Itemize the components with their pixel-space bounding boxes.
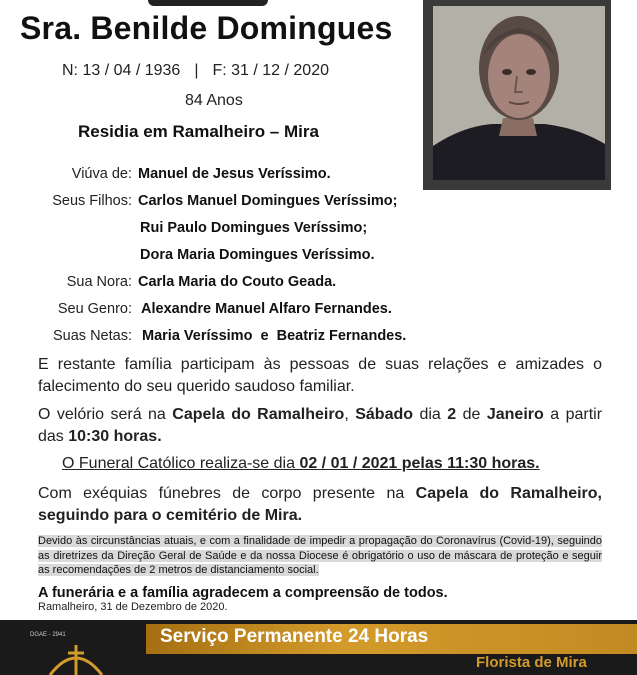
portrait-photo <box>433 6 605 180</box>
portrait-frame <box>423 0 611 190</box>
widow-name: Manuel de Jesus Veríssimo. <box>138 166 331 182</box>
wake-day: Sábado <box>355 406 414 423</box>
exequies-paragraph <box>38 483 602 527</box>
daughter-in-law-label: Sua Nora: <box>66 274 132 290</box>
granddaughters-label: Suas Netas: <box>53 328 132 344</box>
covid-notice <box>38 534 602 578</box>
family-child-row <box>2 220 602 240</box>
death-date: F: 31 / 12 / 2020 <box>212 62 329 79</box>
child-name: Rui Paulo Domingues Veríssimo; <box>140 220 368 236</box>
son-in-law-name: Alexandre Manuel Alfaro Fernandes. <box>141 301 392 317</box>
wake-text: a partir das <box>38 406 603 445</box>
wake-month: Janeiro <box>486 406 544 423</box>
family-child-row <box>2 247 602 267</box>
wake-text: O velório será na <box>38 406 173 423</box>
family-son-in-law-row <box>0 301 600 321</box>
family-children-row <box>0 193 600 213</box>
family-granddaughters-row <box>0 328 600 348</box>
portrait-illustration <box>433 6 605 180</box>
residence: Residia em Ramalheiro – Mira <box>78 122 319 141</box>
place-date: Ramalheiro, 31 de Dezembro de 2020. <box>38 601 228 613</box>
wake-time: 10:30 horas. <box>68 428 162 445</box>
intro-paragraph: E restante família participam às pessoas de suas relações e amizades o falecimento do seu querido saudoso familiar. <box>38 356 602 395</box>
funeral-text: O Funeral Católico realiza-se dia <box>62 455 300 472</box>
wake-text: dia <box>413 406 448 423</box>
deceased-name: Sra. Benilde Domingues <box>20 10 393 46</box>
birth-date: N: 13 / 04 / 1936 <box>62 62 181 79</box>
top-decoration <box>148 0 268 6</box>
widow-label: Viúva de: <box>71 166 132 182</box>
license-code: DGAE - 2941 <box>30 632 66 638</box>
exequies-text: Com exéquias fúnebres de corpo presente na <box>38 485 416 502</box>
date-separator: | <box>194 62 199 79</box>
son-in-law-label: Seu Genro: <box>57 301 132 317</box>
footer <box>0 620 637 675</box>
florist-name: Florista de Mira <box>476 654 587 671</box>
age: 84 Anos <box>185 92 243 109</box>
wake-text: , <box>344 406 356 423</box>
wake-place: Capela do Ramalheiro <box>172 406 345 423</box>
child-name: Dora Maria Domingues Veríssimo. <box>140 247 375 263</box>
thanks-line: A funerária e a família agradecem a compreensão de todos. <box>38 585 448 601</box>
cross-logo-icon <box>46 637 106 675</box>
exequies-place: Capela do Ramalheiro, seguindo para o cemitério de Mira. <box>38 485 603 524</box>
wake-text: de <box>456 406 487 423</box>
family-daughter-in-law-row <box>0 274 600 294</box>
family-widow-row <box>0 166 600 186</box>
covid-notice-text: Devido às circunstâncias atuais, e com a finalidade de impedir a propagação do Coronavírus (Covid-19), seguindo as diretrizes da Direção Geral de Saúde e da nossa Diocese é obrigatório o uso de máscara de proteção e seguir as recomendações de 2 metros de distanciamento social. <box>38 535 602 576</box>
service-banner: Serviço Permanente 24 Horas <box>160 626 429 647</box>
funeral-line <box>62 455 540 473</box>
wake-paragraph <box>38 404 602 448</box>
children-label: Seus Filhos: <box>52 193 132 209</box>
child-name: Carlos Manuel Domingues Veríssimo; <box>138 193 398 209</box>
funeral-datetime: 02 / 01 / 2021 pelas 11:30 horas. <box>299 455 540 472</box>
granddaughters-names: Maria Veríssimo e Beatriz Fernandes. <box>142 328 407 344</box>
dates-line <box>62 62 329 80</box>
wake-date: 2 <box>447 406 457 423</box>
daughter-in-law-name: Carla Maria do Couto Geada. <box>138 274 337 290</box>
